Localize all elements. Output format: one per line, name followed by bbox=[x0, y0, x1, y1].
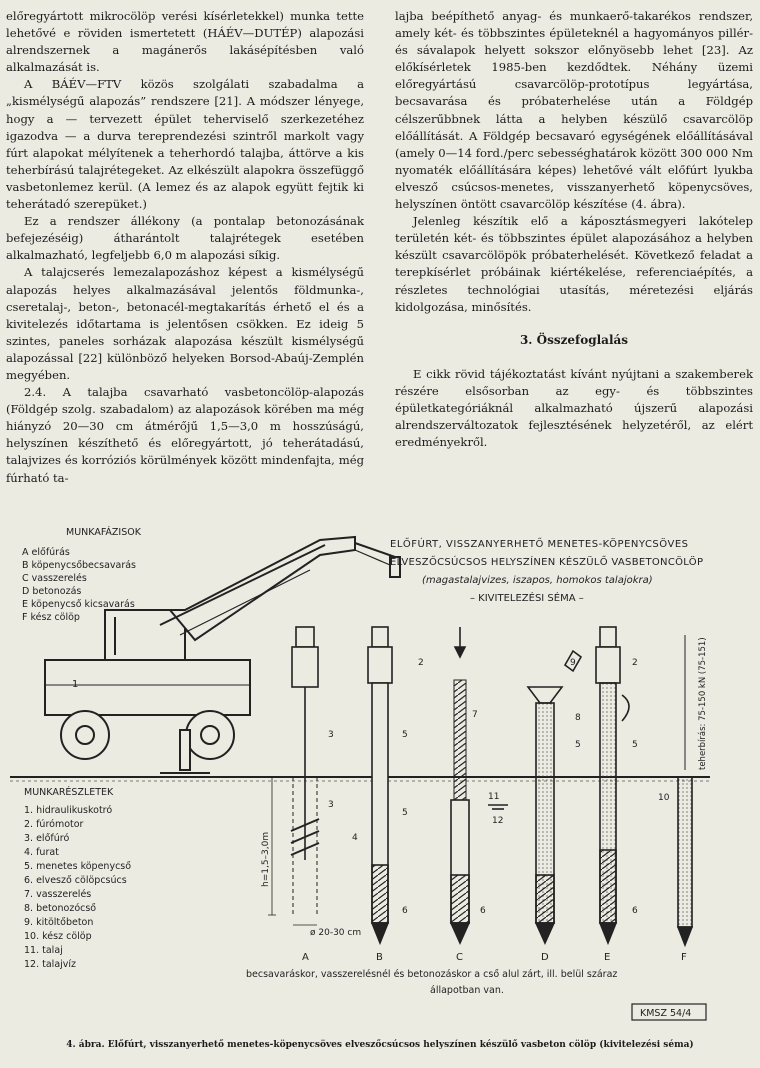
callout-1: 1 bbox=[72, 679, 79, 690]
svg-text:4: 4 bbox=[352, 833, 358, 843]
excavator bbox=[45, 537, 400, 773]
paragraph: lajba beépíthető anyag- és munkaerő-takarékos rendszer, amely két- és többszintes épületeknél a hagyományos pillér- és sávalapok helyett sokszor előnyösebb lehet [23]. Az előkísérletek 1985-ben kezdődtek. Néhány üzemi előregyártású csavarcölöp-prototípus legyártása, becsavarása és próbaterhelése után a Földgép célszerűbbnek látta a helyben készülő csavarcölöp előállítását. A Földgép becsavaró egységének előállításával (amely 0—14 ford./perc sebességhatárok között 300 000 Nm nyomaték előállítására képes) lehetővé vált előfúrt lyukba elvesző csúcsos-menetes, visszanyerhető köpenycsöves, helyszínen öntött csavarcölöp készítése (4. ábra). bbox=[395, 9, 753, 212]
svg-text:C vasszerelés: C vasszerelés bbox=[22, 573, 87, 584]
svg-text:D: D bbox=[541, 952, 549, 963]
svg-text:B: B bbox=[376, 952, 383, 963]
svg-text:A előfúrás: A előfúrás bbox=[22, 547, 70, 558]
svg-text:2: 2 bbox=[418, 658, 424, 668]
figure-caption: 4. ábra. Előfúrt, visszanyerhető menetes-köpenycsöves elveszőcsúcsos helyszínen készülő vasbeton cölöp (kivitelezési séma) bbox=[66, 1040, 694, 1050]
svg-text:B köpenycsőbecsavarás: B köpenycsőbecsavarás bbox=[22, 560, 137, 571]
svg-text:(magastalajvizes, iszapos, hom: (magastalajvizes, iszapos, homokos talajokra) bbox=[422, 575, 653, 586]
parts-legend bbox=[24, 786, 131, 970]
diameter-label: ø 20-30 cm bbox=[310, 928, 362, 938]
stage-b-casing bbox=[368, 627, 392, 943]
svg-text:5: 5 bbox=[402, 730, 408, 740]
svg-text:2: 2 bbox=[632, 658, 638, 668]
svg-text:8: 8 bbox=[575, 713, 581, 723]
svg-text:12. talajvíz: 12. talajvíz bbox=[24, 959, 77, 970]
figure-title bbox=[390, 536, 703, 604]
svg-text:10: 10 bbox=[658, 793, 670, 803]
svg-text:4. furat: 4. furat bbox=[24, 847, 59, 858]
paragraph: A talajcserés lemezalapozáshoz képest a kismélységű alapozás helyes alkalmazásával jelentős földmunka-, cseretalaj-, beton-, betonacél-megtakarítás érhető el és a kivitelezés időtartama is jelentősen csökken. Ez ideig 5 szintes, paneles sorházak alapozása készült kismélységű alapozással [22] különböző helyeken Borsod-Abaúj-Zemplén megyében. bbox=[6, 265, 364, 382]
svg-text:D betonozás: D betonozás bbox=[22, 586, 82, 597]
svg-text:5: 5 bbox=[402, 808, 408, 818]
svg-text:ELVESZŐCSÚCSOS HELYSZÍNEN KÉSZ: ELVESZŐCSÚCSOS HELYSZÍNEN KÉSZÜLŐ VASBETONCÖLÖP bbox=[390, 557, 704, 568]
svg-text:8. betonozócső: 8. betonozócső bbox=[24, 903, 97, 914]
svg-text:6: 6 bbox=[402, 906, 408, 916]
paragraph: A BÁÉV—FTV közös szolgálati szabadalma a „kismélységű alapozás” rendszere [21]. A módszer lényege, hogy a — tervezett épület teherviselő szerkezetéhez igazodva — a durva tereprendezési szintről markolt vagy fúrt alapokat mélyítenek a teherhordó talajba, áttörve a kis teherbírású talajrétegeket. Az elkészült alapokra összefüggő vasbetonlemez kerül. (A lemez és az alapok együtt fejtik ki teherátadó szerepüket.) bbox=[6, 77, 364, 212]
left-text-column bbox=[6, 8, 364, 487]
svg-text:6. elvesző cölöpcsúcs: 6. elvesző cölöpcsúcs bbox=[24, 875, 127, 886]
stage-letters bbox=[302, 952, 687, 963]
bottom-note: állapotban van. bbox=[430, 985, 504, 996]
svg-text:C: C bbox=[456, 952, 463, 963]
svg-text:5. menetes köpenycső: 5. menetes köpenycső bbox=[24, 861, 132, 872]
paragraph: Ez a rendszer állékony (a pontalap betonozásának befejezéséig) átharántolt talajrétegek esetében alkalmazható, legfeljebb 6,0 m alapozási síkig. bbox=[6, 214, 364, 263]
paragraph: 2.4. A talajba csavarható vasbetoncölöp-alapozás (Földgép szolg. szabadalom) az alapozások körében ma még hiányzó 20—30 cm átmérőjű 1,5—3,0 m hosszúságú, helyszínen készíthető és előregyártott, jó teherátadású, talajvizes és korróziós körülmények között mindenfajta, még fúrható ta- bbox=[6, 385, 364, 485]
svg-text:5: 5 bbox=[632, 740, 638, 750]
stage-d-concreting bbox=[528, 651, 581, 943]
svg-text:1. hidraulikuskotró: 1. hidraulikuskotró bbox=[24, 805, 113, 816]
svg-text:12: 12 bbox=[492, 816, 504, 826]
svg-text:9. kitöltőbeton: 9. kitöltőbeton bbox=[24, 917, 94, 928]
svg-text:E köpenycső kicsavarás: E köpenycső kicsavarás bbox=[22, 599, 135, 610]
svg-text:6: 6 bbox=[480, 906, 486, 916]
svg-text:F kész cölöp: F kész cölöp bbox=[22, 612, 80, 623]
svg-text:7. vasszerelés: 7. vasszerelés bbox=[24, 889, 92, 900]
figure-4 bbox=[10, 515, 750, 1035]
svg-text:3: 3 bbox=[328, 800, 334, 810]
paragraph: Jelenleg készítik elő a káposztásmegyeri lakótelep területén két- és többszintes épület alapozásához a helyben készült csavarcölöpök próbaterhelését. Következő feladat a terepkísérlet próbáinak kiértékelése, referenciaépítés, a részletes technológiai utasítás, méretezési eljárás kidolgozása, minősítés. bbox=[395, 214, 753, 314]
section-heading: 3. Összefoglalás bbox=[519, 332, 629, 347]
svg-text:ELŐFÚRT, VISSZANYERHETŐ MENETE: ELŐFÚRT, VISSZANYERHETŐ MENETES-KÖPENYCSÖVES bbox=[390, 539, 689, 550]
svg-text:11: 11 bbox=[488, 792, 500, 802]
summary-paragraph: E cikk rövid tájékoztatást kívánt nyújtani a szakemberek részére elsősorban az egy- és többszintes épületkategóriáknál alkalmazható újszerű alapozási alrendszerváltozatok fejlesztésének helyzetéről, az elért eredményekről. bbox=[395, 366, 753, 450]
svg-text:– KIVITELEZÉSI SÉMA –: – KIVITELEZÉSI SÉMA – bbox=[470, 593, 584, 604]
svg-text:3: 3 bbox=[328, 730, 334, 740]
paragraph: előregyártott mikrocölöp verési kísérletekkel) munka tette lehetővé e röviden ismertetett (HÁÉV—DUTÉP) alapozási alrendszernek a magánerős lakásépítésben való alkalmazását is. bbox=[6, 9, 364, 75]
svg-text:2. fúrómotor: 2. fúrómotor bbox=[24, 819, 84, 830]
svg-text:A: A bbox=[302, 952, 309, 963]
svg-text:6: 6 bbox=[632, 906, 638, 916]
stage-c-reinforcement bbox=[451, 627, 508, 943]
svg-text:10. kész cölöp: 10. kész cölöp bbox=[24, 931, 92, 942]
svg-text:7: 7 bbox=[472, 710, 478, 720]
figure-code: KMSZ 54/4 bbox=[640, 1008, 692, 1019]
phases-legend bbox=[22, 526, 142, 623]
svg-text:3. előfúró: 3. előfúró bbox=[24, 833, 70, 844]
svg-text:F: F bbox=[681, 952, 687, 963]
svg-text:MUNKAFÁZISOK: MUNKAFÁZISOK bbox=[66, 527, 141, 538]
svg-text:MUNKARÉSZLETEK: MUNKARÉSZLETEK bbox=[24, 787, 114, 798]
svg-text:9: 9 bbox=[570, 658, 576, 668]
bottom-note: becsavaráskor, vasszerelésnél és betonozáskor a cső alul zárt, ill. belül száraz bbox=[246, 969, 618, 980]
svg-text:E: E bbox=[604, 952, 611, 963]
svg-text:11. talaj: 11. talaj bbox=[24, 945, 63, 956]
right-text-column bbox=[395, 8, 753, 451]
stage-f-finished-pile bbox=[678, 635, 692, 945]
load-label: teherbírás: 75-150 kN (75-151) bbox=[698, 637, 708, 770]
svg-text:5: 5 bbox=[575, 740, 581, 750]
stage-e-extraction bbox=[596, 627, 629, 943]
depth-label: h=1,5–3,0m bbox=[261, 831, 271, 887]
